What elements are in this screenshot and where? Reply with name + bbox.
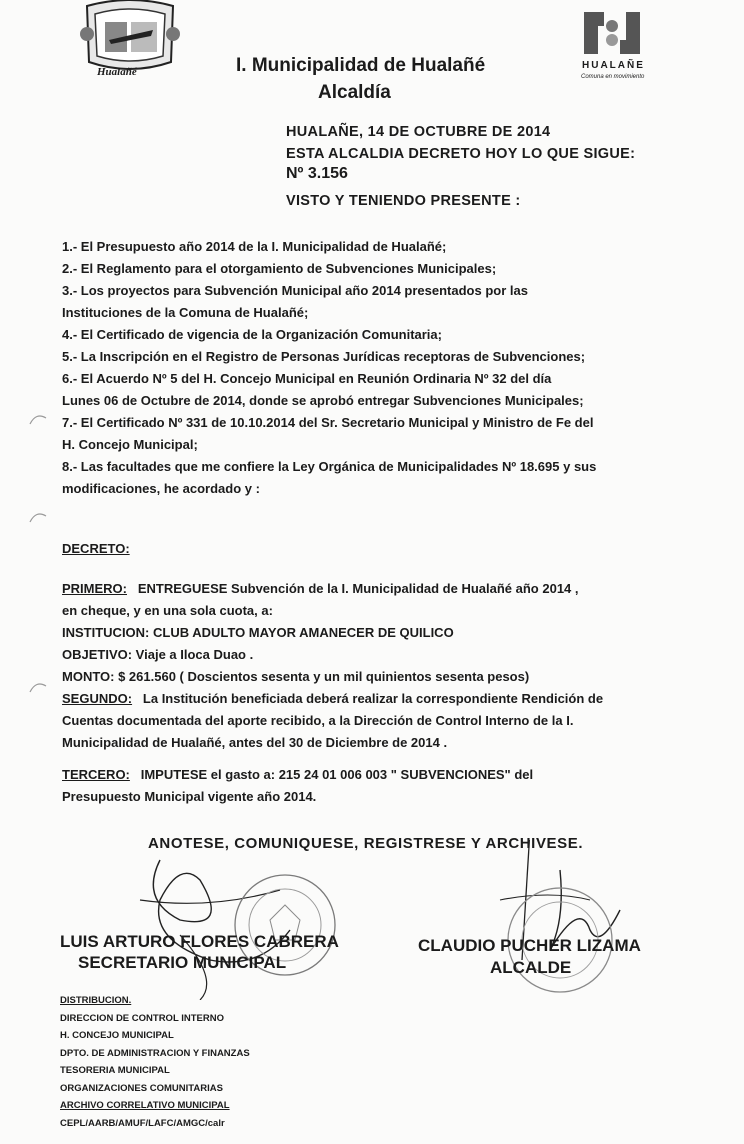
distribution-item: CEPL/AARB/AMUF/LAFC/AMGC/calr — [60, 1117, 225, 1129]
consideration-line: Instituciones de la Comuna de Hualañé; — [62, 305, 309, 320]
segundo-text: La Institución beneficiada deberá realizar la correspondiente Rendición de — [142, 691, 604, 706]
distribution-item: ARCHIVO CORRELATIVO MUNICIPAL — [60, 1100, 230, 1111]
decreto-heading: DECRETO: — [62, 541, 130, 556]
consideration-line: H. Concejo Municipal; — [62, 437, 198, 452]
consideration-line: 6.- El Acuerdo Nº 5 del H. Concejo Municipal en Reunión Ordinaria Nº 32 del día — [62, 371, 552, 386]
crest-caption: Hualañé — [97, 66, 137, 78]
consideration-line: 8.- Las facultades que me confiere la Ley Orgánica de Municipalidades Nº 18.695 y sus — [62, 459, 597, 474]
page-subtitle: Alcaldía — [318, 82, 391, 103]
tercero-section — [62, 764, 694, 808]
tercero-text: IMPUTESE el gasto a: 215 24 01 006 003 " SUBVENCIONES" del — [140, 767, 534, 782]
segundo-text: Cuentas documentada del aporte recibido, a la Dirección de Control Interno de la I. — [62, 713, 574, 728]
decree-date: HUALAÑE, 14 DE OCTUBRE DE 2014 — [286, 124, 551, 140]
mayor-name: CLAUDIO PUCHER LIZAMA — [418, 936, 641, 955]
punch-mark — [28, 680, 48, 694]
municipal-crest-logo — [75, 0, 185, 85]
decree-number: Nº 3.156 — [286, 165, 348, 182]
signature-marks — [120, 840, 680, 1000]
closing-formula: ANOTESE, COMUNIQUESE, REGISTRESE Y ARCHIVESE. — [148, 835, 584, 852]
distribution-item: TESORERIA MUNICIPAL — [60, 1065, 170, 1076]
consideration-line: Lunes 06 de Octubre de 2014, donde se aprobó entregar Subvenciones Municipales; — [62, 393, 584, 408]
punch-mark — [28, 412, 48, 426]
visto-heading: VISTO Y TENIENDO PRESENTE : — [286, 193, 521, 209]
page-title: I. Municipalidad de Hualañé — [236, 55, 486, 76]
consideration-line: 4.- El Certificado de vigencia de la Organización Comunitaria; — [62, 327, 442, 342]
primero-text: en cheque, y en una sola cuota, a: — [62, 603, 273, 618]
consideration-line: 3.- Los proyectos para Subvención Municipal año 2014 presentados por las — [62, 283, 528, 298]
secretary-role: SECRETARIO MUNICIPAL — [78, 953, 287, 972]
brand-tagline: Comuna en movimiento — [581, 74, 645, 80]
segundo-label: SEGUNDO: — [62, 691, 133, 706]
distribution-item: DPTO. DE ADMINISTRACION Y FINANZAS — [60, 1047, 250, 1059]
consideration-line: 1.- El Presupuesto año 2014 de la I. Municipalidad de Hualañé; — [62, 239, 447, 254]
mayor-role: ALCALDE — [490, 958, 572, 977]
consideration-line: modificaciones, he acordado y : — [62, 481, 260, 496]
considerations-list — [62, 236, 694, 500]
distribution-heading: DISTRIBUCION. — [60, 995, 132, 1006]
objetivo-line: OBJETIVO: Viaje a Iloca Duao . — [62, 647, 254, 662]
punch-mark — [28, 510, 48, 524]
distribution-item: DIRECCION DE CONTROL INTERNO — [60, 1012, 224, 1024]
monto-line: MONTO: $ 261.560 ( Doscientos sesenta y un mil quinientos sesenta pesos) — [62, 669, 530, 684]
distribution-item: ORGANIZACIONES COMUNITARIAS — [60, 1082, 223, 1094]
distribution-item: H. CONCEJO MUNICIPAL — [60, 1030, 174, 1041]
segundo-section — [62, 688, 694, 754]
primero-text: ENTREGUESE Subvención de la I. Municipalidad de Hualañé año 2014 , — [137, 581, 579, 596]
hualane-brand-logo — [578, 8, 658, 84]
consideration-line: 2.- El Reglamento para el otorgamiento de Subvenciones Municipales; — [62, 261, 497, 276]
consideration-line: 7.- El Certificado Nº 331 de 10.10.2014 del Sr. Secretario Municipal y Ministro de Fe del — [62, 415, 594, 430]
tercero-text: Presupuesto Municipal vigente año 2014. — [62, 789, 317, 804]
primero-label: PRIMERO: — [62, 581, 127, 596]
consideration-line: 5.- La Inscripción en el Registro de Personas Jurídicas receptoras de Subvenciones; — [62, 349, 586, 364]
institucion-line: INSTITUCION: CLUB ADULTO MAYOR AMANECER DE QUILICO — [62, 625, 454, 640]
distribution-list — [60, 992, 250, 1132]
brand-name: HUALAÑE — [582, 60, 645, 71]
segundo-text: Municipalidad de Hualañé, antes del 30 de Diciembre de 2014 . — [62, 735, 448, 750]
primero-section — [62, 578, 694, 688]
secretary-name: LUIS ARTURO FLORES CABRERA — [60, 932, 339, 951]
decree-intro: ESTA ALCALDIA DECRETO HOY LO QUE SIGUE: — [286, 146, 636, 162]
tercero-label: TERCERO: — [62, 767, 130, 782]
